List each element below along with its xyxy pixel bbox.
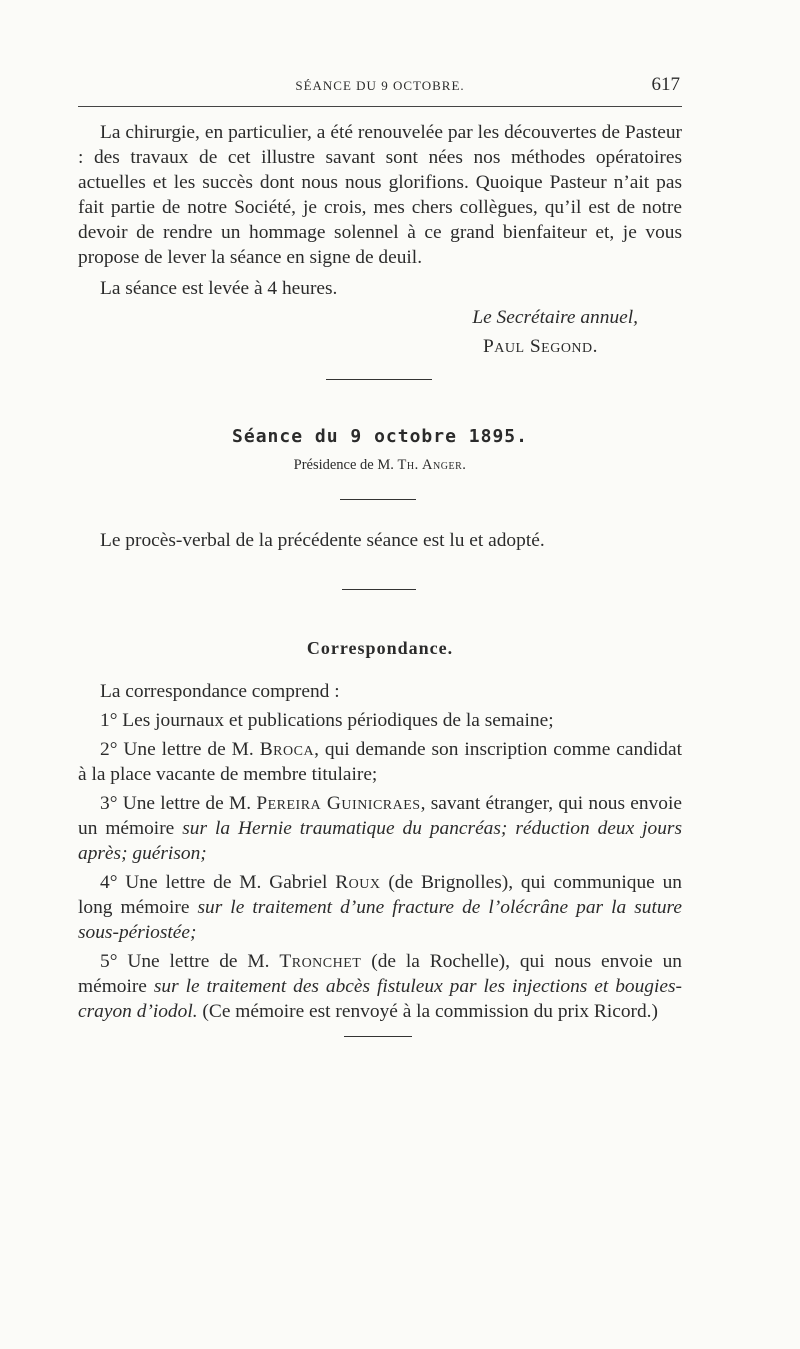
section-divider xyxy=(326,379,432,380)
session-title: Séance du 9 octobre 1895. xyxy=(232,426,528,447)
signature-name: Paul Segond. xyxy=(482,336,598,357)
item-text: (de Brignolles), qui communique un long mémoire xyxy=(78,872,682,918)
correspondence-heading: Correspondance. xyxy=(306,638,454,658)
section-divider xyxy=(340,499,416,500)
section-divider xyxy=(344,1036,412,1037)
president-name: Th. Anger. xyxy=(397,457,467,473)
item-text: (Ce mémoire est renvoyé à la commission du prix Ricord.) xyxy=(202,1001,658,1022)
item-lead: 2° Une lettre de M. xyxy=(100,739,254,760)
person-name: Broca xyxy=(259,739,315,760)
correspondence-item xyxy=(78,737,682,787)
signature-title: Le Secrétaire annuel, xyxy=(472,307,638,328)
item-text: , qui demande son inscription comme candidat à la place vacante de membre titulaire; xyxy=(78,739,682,785)
adjournment-paragraph: La séance est levée à 4 heures. xyxy=(100,278,338,299)
correspondence-item xyxy=(78,949,682,1024)
item-lead: 4° Une lettre de M. Gabriel xyxy=(100,872,328,893)
running-head: SÉANCE DU 9 OCTOBRE. xyxy=(295,78,465,93)
item-lead: 3° Une lettre de M. xyxy=(100,793,252,814)
minutes-paragraph: Le procès-verbal de la précédente séance est lu et adopté. xyxy=(100,530,545,551)
correspondence-item xyxy=(78,870,682,945)
person-name: Tronchet xyxy=(279,951,362,972)
item-lead: 5° Une lettre de M. xyxy=(100,951,270,972)
person-name: Pereira Guinicraes xyxy=(256,793,421,814)
item-text: (de la Rochelle), qui nous envoie un mémoire xyxy=(78,951,682,997)
correspondence-item xyxy=(78,791,682,866)
section-divider xyxy=(342,589,416,590)
page-body xyxy=(78,120,682,1037)
page-header xyxy=(78,74,682,100)
intro-paragraph: La chirurgie, en particulier, a été renouvelée par les découvertes de Pasteur : des travaux de cet illustre savant sont nées nos méthodes opératoires actuelles et les succès dont nous nous glorifions. Quoique Pasteur n’ait pas fait partie de notre Société, je crois, mes chers collègues, qu’il est de notre devoir de rendre un hommage solennel à ce grand bienfaiteur et, je vous propose de lever la séance en signe de deuil. xyxy=(78,122,682,268)
person-name: Roux xyxy=(335,872,381,893)
page-number: 617 xyxy=(651,74,680,95)
memoir-title: sur le traitement des abcès fistuleux par les injections et bougies-crayon d’iodol. xyxy=(78,976,682,1022)
correspondence-intro: La correspondance comprend : xyxy=(100,681,340,702)
presidency-line xyxy=(78,457,682,474)
correspondence-item: 1° Les journaux et publications périodiques de la semaine; xyxy=(100,710,554,731)
item-text: , savant étranger, qui nous envoie un mémoire xyxy=(78,793,682,839)
presidency-prefix: Présidence de M. xyxy=(293,457,394,473)
memoir-title: sur le traitement d’une fracture de l’olécrâne par la suture sous-périostée; xyxy=(78,897,682,943)
header-rule xyxy=(78,106,682,107)
memoir-title: sur la Hernie traumatique du pancréas; réduction deux jours après; guérison; xyxy=(78,818,682,864)
